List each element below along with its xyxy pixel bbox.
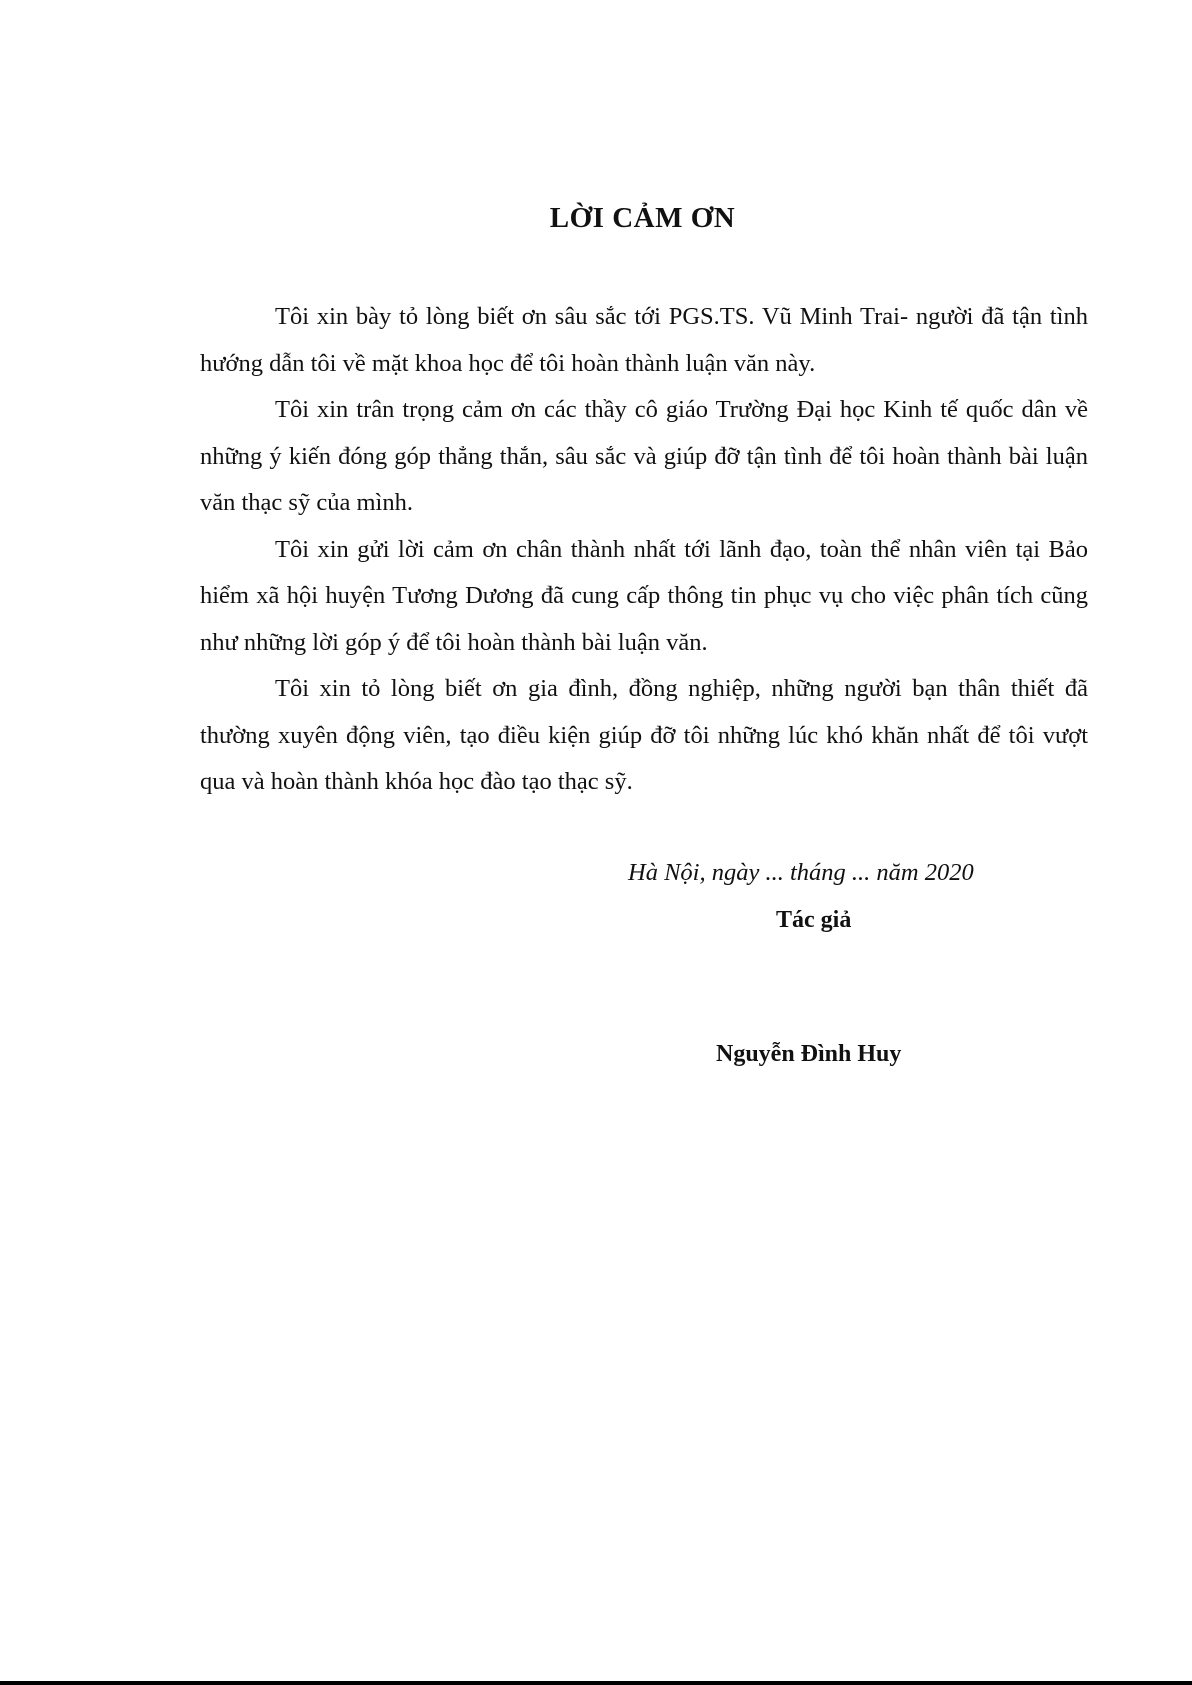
bottom-border — [0, 1681, 1192, 1685]
place-date: Hà Nội, ngày ... tháng ... năm 2020 — [628, 859, 974, 886]
author-name: Nguyễn Đình Huy — [716, 1041, 902, 1067]
page-title: LỜI CẢM ƠN — [549, 202, 736, 234]
acknowledgement-body — [200, 294, 1088, 806]
author-label: Tác giả — [776, 907, 852, 933]
paragraph-2: Tôi xin trân trọng cảm ơn các thầy cô giáo Trường Đại học Kinh tế quốc dân về những ý kiến đóng góp thẳng thắn, sâu sắc và giúp đỡ tận tình để tôi hoàn thành bài luận văn thạc sỹ của mình. — [200, 396, 1088, 516]
paragraph-1: Tôi xin bày tỏ lòng biết ơn sâu sắc tới PGS.TS. Vũ Minh Trai- người đã tận tình hướng dẫn tôi về mặt khoa học để tôi hoàn thành luận văn này. — [200, 303, 1088, 377]
paragraph-4: Tôi xin tỏ lòng biết ơn gia đình, đồng nghiệp, những người bạn thân thiết đã thường xuyên động viên, tạo điều kiện giúp đỡ tôi những lúc khó khăn nhất để tôi vượt qua và hoàn thành khóa học đào tạo thạc sỹ. — [200, 675, 1088, 795]
paragraph-3: Tôi xin gửi lời cảm ơn chân thành nhất tới lãnh đạo, toàn thể nhân viên tại Bảo hiểm xã hội huyện Tương Dương đã cung cấp thông tin phục vụ cho việc phân tích cũng như những lời góp ý để tôi hoàn thành bài luận văn. — [200, 535, 1088, 656]
